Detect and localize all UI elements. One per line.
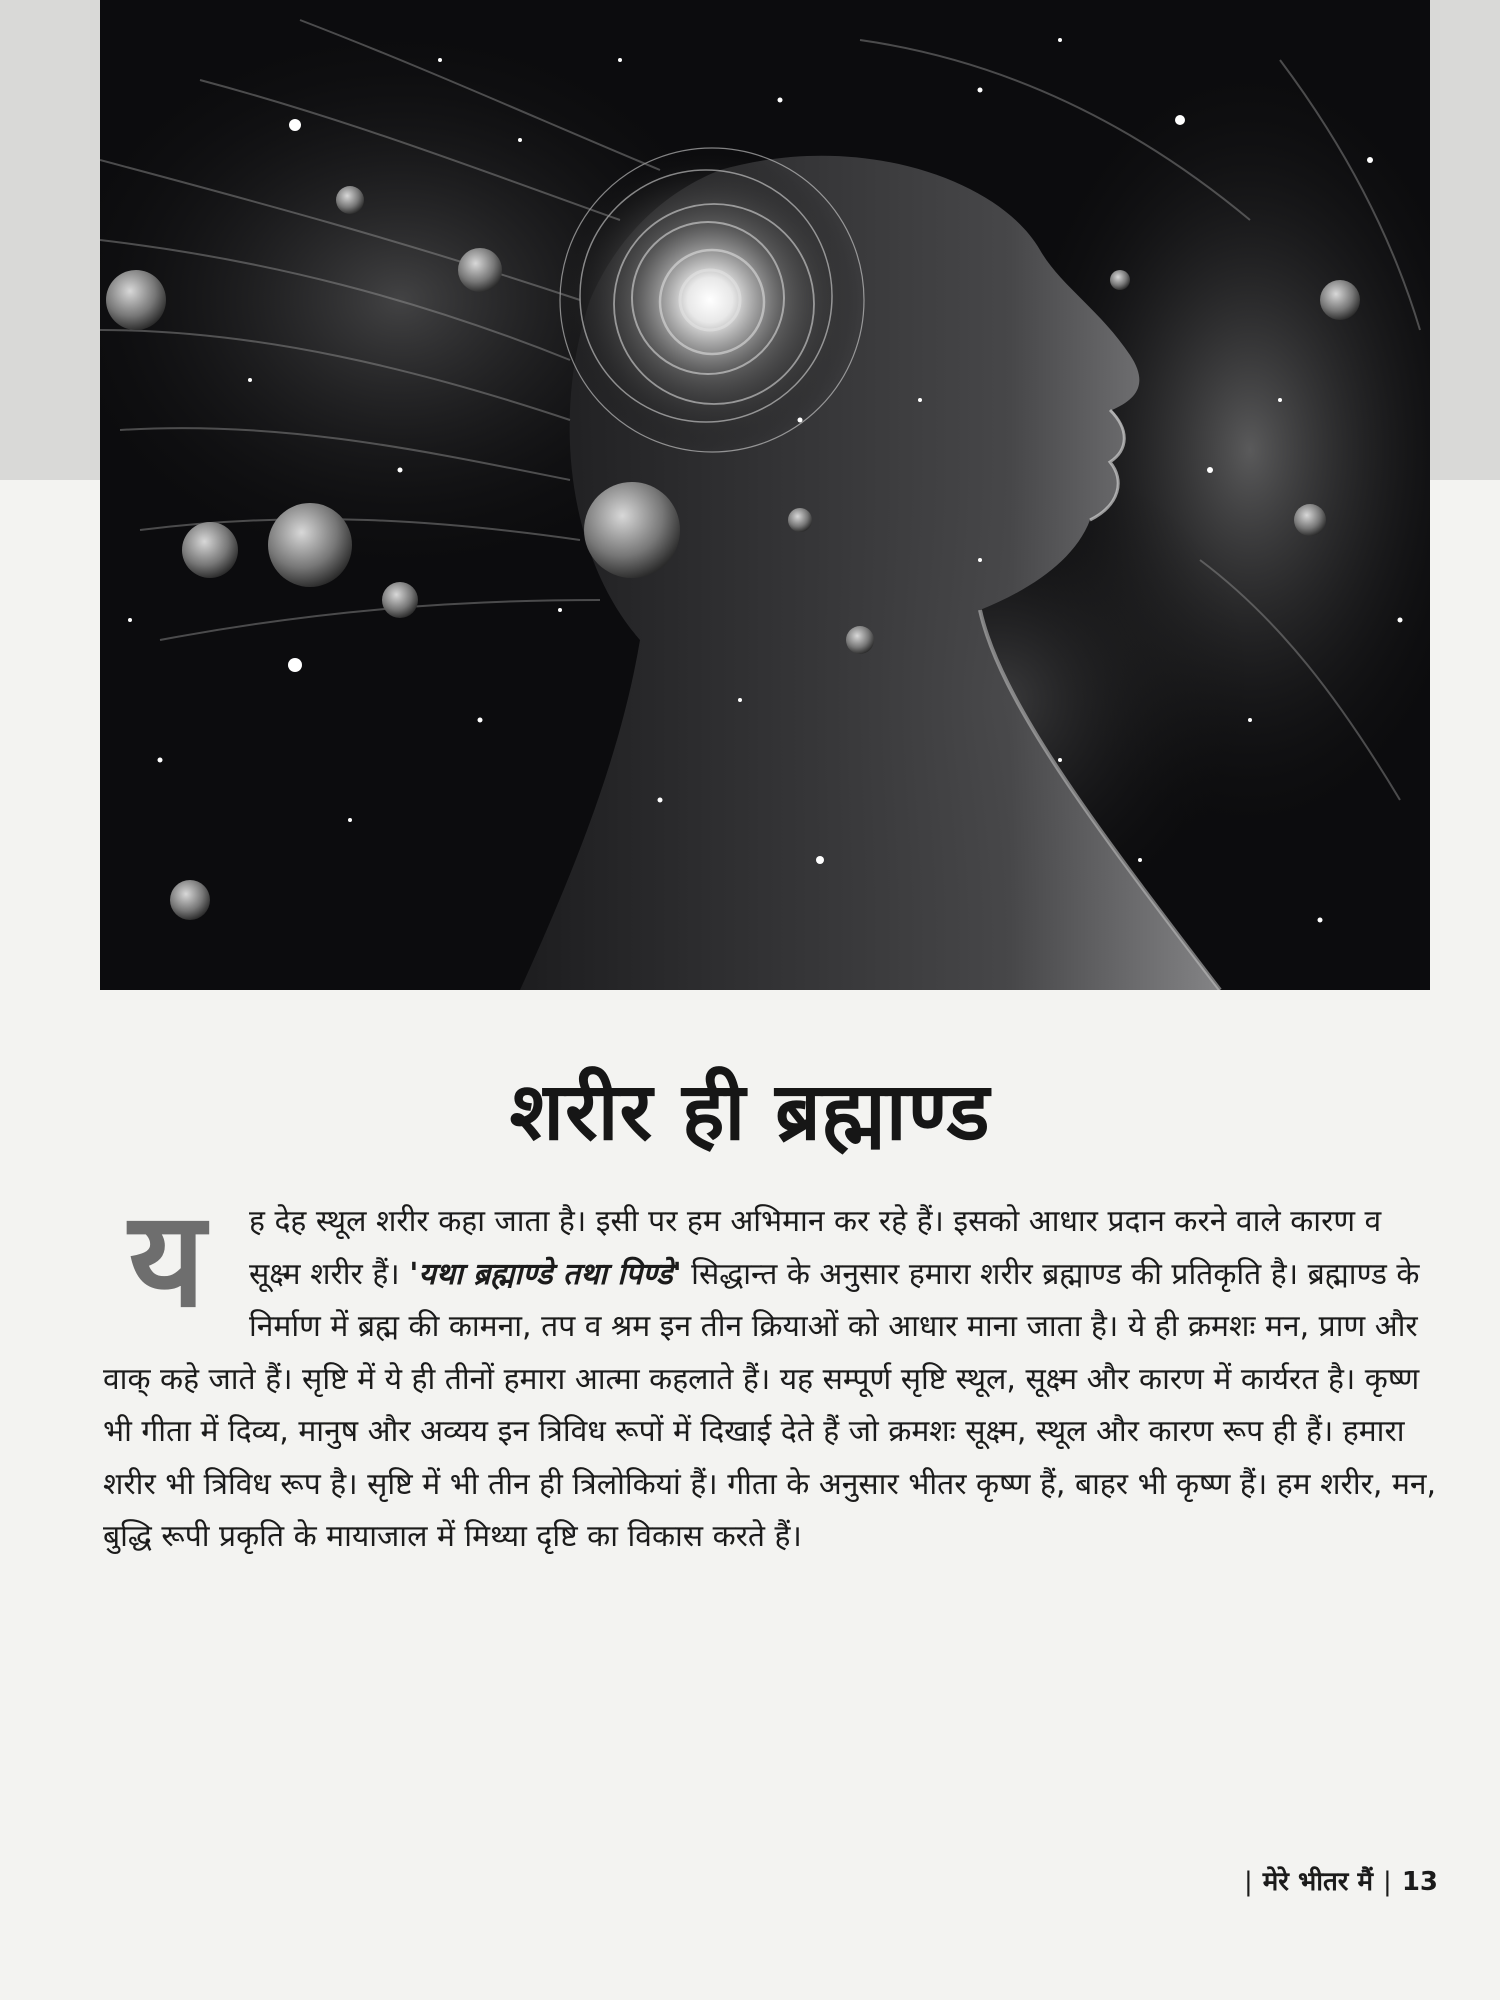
page-number: 13 [1401,1867,1438,1897]
article-body [103,1183,1438,1564]
footer-separator: | [1383,1867,1392,1897]
cosmic-human-illustration [100,0,1430,990]
cosmic-human-profile-icon [100,0,1430,990]
sanskrit-quote: 'यथा ब्रह्माण्डे तथा पिण्डे' [409,1256,682,1292]
paragraph-rest: सिद्धान्त के अनुसार हमारा शरीर ब्रह्माण्ड की प्रतिकृति है। ब्रह्माण्ड के निर्माण में ब्रह्म की कामना, तप व श्रम इन तीन क्रियाओं को आधार माना जाता है। ये ही क्रमशः मन, प्राण और वाक् कहे जाते हैं। सृष्टि में ये ही तीनों हमारा आत्मा कहलाते हैं। यह सम्पूर्ण सृष्टि स्थूल, सूक्ष्म और कारण में कार्यरत है। कृष्ण भी गीता में दिव्य, मानुष और अव्यय इन त्रिविध रूपों में दिखाई देते हैं जो क्रमशः सूक्ष्म, स्थूल और कारण रूप ही हैं। हमारा शरीर भी त्रिविध रूप है। सृष्टि में भी तीन ही त्रिलोकियां हैं। गीता के अनुसार भीतर कृष्ण हैं, बाहर भी कृष्ण हैं। हम शरीर, मन, बुद्धि रूपी प्रकृति के मायाजाल में मिथ्या दृष्टि का विकास करते हैं। [103,1256,1437,1554]
publication-name: मेरे भीतर मैं [1262,1867,1374,1897]
footer-separator: | [1243,1867,1253,1897]
paragraph-start: ह देह स्थूल शरीर कहा जाता है। इसी पर हम अभिमान कर रहे हैं। इसको आधार प्रदान करने वाले कारण व सूक्ष्म शरीर हैं। [249,1204,1382,1292]
article-title: शरीर ही ब्रह्माण्ड [509,1065,991,1158]
drop-cap: य [128,1183,206,1337]
page-footer [1234,1862,1438,1898]
